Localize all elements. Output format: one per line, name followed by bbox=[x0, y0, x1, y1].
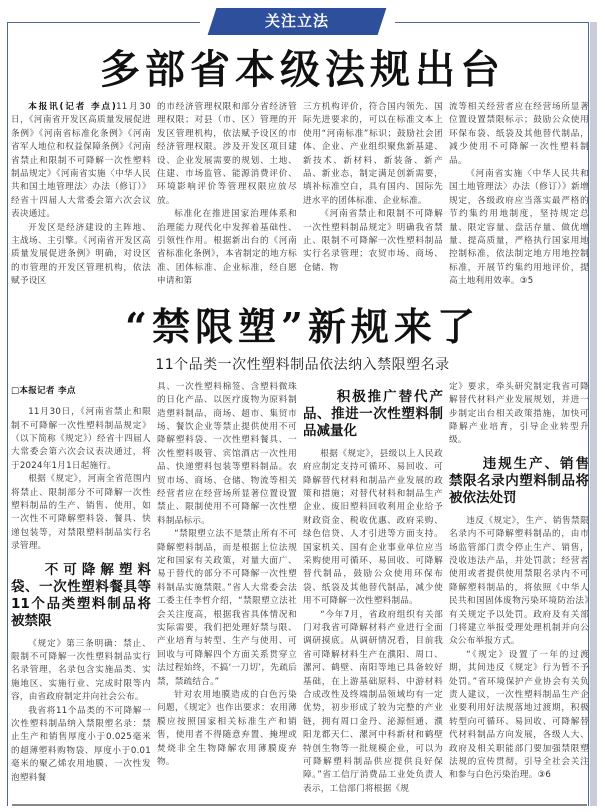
paragraph bbox=[11, 705, 151, 785]
paragraph-text: 《河南省禁止和限制不可降解一次性塑料制品规定》明确我省禁止、限制不可降解一次性塑料制品实行名录管理；农贸市场、商场、仓储、物 bbox=[303, 209, 443, 273]
paragraph-text: 11月30日，《河南省禁止和限制不可降解一次性塑料制品规定》（以下简称《规定》）经省十四届人大常委会第六次会议表决通过，将于2024年1月1日起施行。 bbox=[11, 407, 151, 471]
paragraph-text: 根据《规定》，河南全省范围内将禁止、限制部分不可降解一次性塑料制品的生产、销售、使用，如一次性不可降解塑料袋、餐具、快递包装等，对禁限塑料制品实行名录管理。 bbox=[11, 474, 151, 552]
article2-column bbox=[303, 381, 443, 797]
paragraph-text: 根据《规定》，县级以上人民政府应制定支持可循环、易回收、可降解替代材料和制品产业发展的政策和措施；对替代材料和制品生产企业、废旧塑料回收利用企业给予财政资金、税收优惠、政府采购、绿色信贷、人才引进等方面支持。国家机关、国有企业事业单位应当采购使用可循环、易回收、可降解替代制品，鼓励公众使用环保布袋、纸袋及其他替代制品，减少使用不可降解一次性塑料制品。 bbox=[303, 448, 443, 607]
article2-subtitle: 11个品类一次性塑料制品依法纳入禁限塑名录 bbox=[155, 356, 450, 373]
paragraph-text: 流等相关经营者应在经营场所显著位置设置禁限标示；鼓励公众使用环保布袋、纸袋及其他替代制品，减少使用不可降解一次性塑料制品。 bbox=[449, 102, 589, 166]
paragraph bbox=[157, 208, 297, 288]
article1-column bbox=[11, 101, 151, 289]
paragraph-text: 定》要求，牵头研究制定我省可降解替代材料产业发展规划，并进一步制定出台相关政策措施，加快可降解产业培育，引导企业转型升级。 bbox=[449, 381, 589, 446]
paragraph bbox=[449, 101, 589, 168]
paragraph bbox=[449, 381, 589, 448]
subheading: 违规生产、销售禁限名录内塑料制品将被依法处罚 bbox=[449, 455, 589, 506]
subheading: 积极推广替代产品、推进一次性塑料制品减量化 bbox=[303, 388, 443, 439]
paragraph-text: 开发区是经济建设的主阵地、主战场、主引擎。《河南省开发区高质量发展促进条例》明确，对设区的市管理的开发区管理机构，依法赋予设区 bbox=[11, 222, 151, 287]
paragraph bbox=[449, 515, 589, 649]
article1-headline: 多部省本级法规出台 bbox=[100, 46, 505, 93]
paragraph-text: 《河南省实施〈中华人民共和国土地管理法〉办法（修订）》新增规定，各级政府应当落实最严格的节约集约用地制度，坚持规定总量、限定容量、盘活存量、做优增量、提高质量，严格执行国家用地控制标准，依法制定地方用地控制标准，开展节约集约用地评价，提高土地利用效率。③5 bbox=[449, 169, 589, 287]
article1-column bbox=[303, 101, 443, 275]
dateline: 本报讯(记者 李点) bbox=[28, 102, 117, 112]
paragraph bbox=[449, 649, 589, 783]
paragraph bbox=[303, 101, 443, 208]
paragraph-text: “禁限塑立法不是禁止所有不可降解塑料制品，而是根据上位法规定和国家有关政策，对量大面广、易于替代的部分不可降解一次性塑料制品实施禁限。”省人大常委会法工委主任李哲介绍，“禁限塑立法社会关注度高，根据我省具体情况和实际需要，我们把处理好禁与限、产业培育与转型、生产与使用、可回收与可降解四个方面关系贯穿立法过程始终，不搞‘一刀切’，先疏后禁，禁疏结合。” bbox=[157, 529, 297, 687]
paragraph-text: 具、一次性塑料棉签、含塑料微珠的日化产品、以医疗废物为原料制造塑料制品，商场、超市、集贸市场、餐饮企业等禁止提供使用不可降解塑料袋、一次性塑料餐具、一次性塑料吸管、宾馆酒店一次性用品、快递塑料包装等塑料制品。农贸市场、商场、仓储、物流等相关经营者应在经营场所显著位置设置禁止、限制使用不可降解一次性塑料制品标示。 bbox=[157, 381, 297, 526]
paragraph bbox=[303, 609, 443, 797]
article2-headline: “禁限塑”新规来了 bbox=[125, 303, 480, 349]
paragraph-text: “今年7月，省政府组织有关部门对我省可降解材料产业进行全面调研摸底。从调研情况看，目前我省可降解材料生产在濮阳、周口、漯河、鹤壁、南阳等地已具备较好基础，在上游基础原料、中游材料合成改性及终端制品领域均有一定优势，初步形成了较为完整的产业链，拥有周口金丹、泌源恒通、濮阳龙都天仁、漯河中科新材和鹤壁特创生物等一批规模企业，可以为可降解塑料制品供应提供良好保障。”省工信厅消费品工业处负责人表示，工信部门将根据《规 bbox=[303, 609, 443, 794]
paragraph-text: 的市经济管理权限和部分省经济管理权限；对县（市、区）管理的开发区管理机构，依法赋予设区的市经济管理权限。涉及开发区项目建设、企业发展需要的规划、土地、住建、市场监管、能源消费评价、环境影响评价等管理权限应放尽放。 bbox=[157, 102, 297, 206]
paragraph bbox=[303, 448, 443, 609]
paragraph bbox=[449, 168, 589, 289]
paragraph bbox=[11, 101, 151, 222]
paragraph-text: 违反《规定》，生产、销售禁限名录内不可降解塑料制品的，由市场监管部门责令停止生产、销售，没收违法产品，并处罚款；经营者使用或者提供使用禁限名录内不可降解塑料制品的，将依照《中华人民共和国固体废物污染环境防治法》有关规定予以处罚。政府及有关部门将建立举报受理处理机制并向公众公布举报方式。 bbox=[449, 515, 589, 647]
paragraph bbox=[157, 381, 297, 528]
paragraph bbox=[157, 689, 297, 769]
paragraph bbox=[11, 638, 151, 705]
article2-column bbox=[449, 381, 589, 783]
paragraph-text: 《规定》第三条明确：禁止、限制不可降解一次性塑料制品实行名录管理，名录包含实施品类、实施地区、实施行业、完成时限等内容，由省政府制定并向社会公布。 bbox=[11, 638, 151, 703]
bottom-divider bbox=[12, 804, 587, 806]
paragraph bbox=[11, 473, 151, 553]
article1-column bbox=[157, 101, 297, 289]
paragraph bbox=[157, 528, 297, 689]
article1-column bbox=[449, 101, 589, 289]
byline: □本报记者 李点 bbox=[11, 385, 76, 396]
paragraph bbox=[303, 208, 443, 275]
paragraph-text: 针对农用地膜造成的白色污染问题，《规定》也作出要求：农用薄膜应按照国家相关标准生产和销售，使用者不得随意弃置、掩埋或焚烧非全生物降解农用薄膜废弃物。 bbox=[157, 690, 297, 768]
article2-column bbox=[11, 381, 151, 785]
paragraph-text: 我省将11个品类的不可降解一次性塑料制品纳入禁限塑名录：禁止生产和销售厚度小于0.025毫米的超薄塑料购物袋、厚度小于0.01毫米的聚乙烯农用地膜、一次性发泡塑料餐 bbox=[11, 705, 151, 783]
article2-body bbox=[0, 381, 605, 797]
article1-body bbox=[0, 101, 605, 289]
paragraph-text: “《规定》设置了一年的过渡期，其间违反《规定》行为暂不予处罚。”省环境保护产业协会有关负责人建议，一次性塑料制品生产企业要利用好法规落地过渡期，积极转型向可循环、易回收、可降解替代材料制品方向发展，各级人大、政府及相关职能部门要加强禁限塑法规的宣传贯彻，引导全社会关注和参与白色污染治理。③6 bbox=[449, 649, 589, 781]
paragraph-text: 标准化在推进国家治理体系和治理能力现代化中发挥着基础性、引领性作用。根据新出台的《河南省标准化条例》，本省制定的地方标准、团体标准、企业标准，经自愿申请和第 bbox=[157, 209, 297, 287]
paragraph-text: 三方机构评价，符合国内领先、国际先进要求的，可以在标准文本上使用“河南标准”标识；鼓励社会团体、企业、产业组织聚焦新基建、新技术、新材料、新装备、新产品、新业态，制定满足创新需要，填补标准空白，具有国内、国际先进水平的团体标准、企业标准。 bbox=[303, 102, 443, 206]
section-tag: 关注立法 bbox=[264, 12, 329, 30]
subheading: 不可降解塑料袋、一次性塑料餐具等11个品类塑料制品将被禁限 bbox=[11, 561, 151, 629]
paragraph bbox=[11, 406, 151, 473]
article2-column bbox=[157, 381, 297, 770]
paragraph bbox=[11, 222, 151, 289]
paragraph-text: 11月30日，《河南省开发区高质量发展促进条例》《河南省标准化条例》《河南省军人地位和权益保障条例》《河南省禁止和限制不可降解一次性塑料制品规定》《河南省实施〈中华人民共和国土地管理法〉办法（修订）》经省十四届人大常委会第六次会议表决通过。 bbox=[11, 102, 151, 220]
paragraph bbox=[157, 101, 297, 208]
